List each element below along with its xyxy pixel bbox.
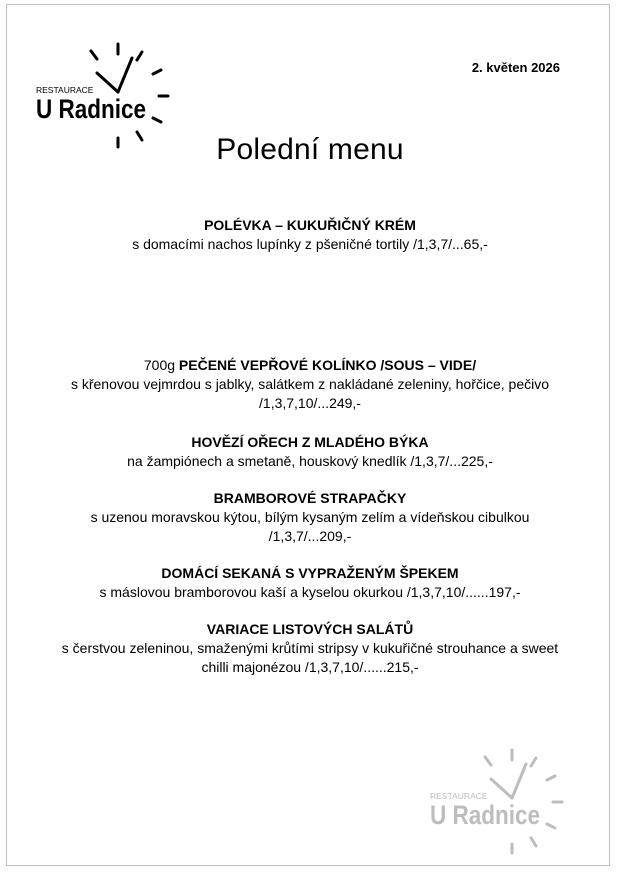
dish-name: PEČENÉ VEPŘOVÉ KOLÍNKO /SOUS – VIDE/	[178, 357, 477, 373]
dish-description: na žampiónech a smetaně, houskový knedlík /1,3,7/...225,-	[127, 453, 493, 469]
menu-item	[40, 216, 580, 254]
logo-brand-text: U Radnice	[36, 94, 146, 124]
menu-item	[40, 433, 580, 471]
dish-description: s máslovou bramborovou kaší a kyselou okurkou /1,3,7,10/......197,-	[99, 584, 521, 600]
dish-description: s domacími nachos lupínky z pšeničné tortily /1,3,7/...65,-	[132, 236, 488, 252]
logo-small-text: RESTAURACE	[36, 85, 94, 95]
dish-weight: 700g	[143, 357, 179, 373]
dish-description: s uzenou moravskou kýtou, bílým kysaným zelím a vídeňskou cibulkou /1,3,7/...209,-	[90, 509, 530, 544]
menu-item	[52, 356, 568, 413]
dish-name: DOMÁCÍ SEKANÁ S VYPRAŽENÝM ŠPEKEM	[161, 565, 459, 581]
logo-brand-text: U Radnice	[430, 800, 540, 830]
logo-small-text: RESTAURACE	[430, 791, 488, 801]
menu-item	[60, 620, 560, 677]
dish-description: s čerstvou zeleninou, smaženými krůtími stripsy v kukuřičné strouhance a sweet chilli majonézou /1,3,7,10/......215,-	[61, 640, 559, 675]
dish-name: VARIACE LISTOVÝCH SALÁTŮ	[206, 621, 414, 637]
dish-description: s křenovou vejmrdou s jablky, salátkem z nakládané zeleniny, hořčice, pečivo /1,3,7,10/...249,-	[70, 376, 550, 411]
menu-item	[78, 489, 542, 546]
dish-name: HOVĚZÍ OŘECH Z MLADÉHO BÝKA	[191, 434, 429, 450]
dish-name: POLÉVKA – KUKUŘIČNÝ KRÉM	[204, 217, 416, 233]
page-title: Polední menu	[216, 133, 404, 166]
watermark-logo	[428, 744, 568, 856]
menu-date: 2. květen 2026	[471, 60, 560, 75]
menu-item	[40, 564, 580, 602]
dish-name: BRAMBOROVÉ STRAPAČKY	[213, 490, 407, 506]
